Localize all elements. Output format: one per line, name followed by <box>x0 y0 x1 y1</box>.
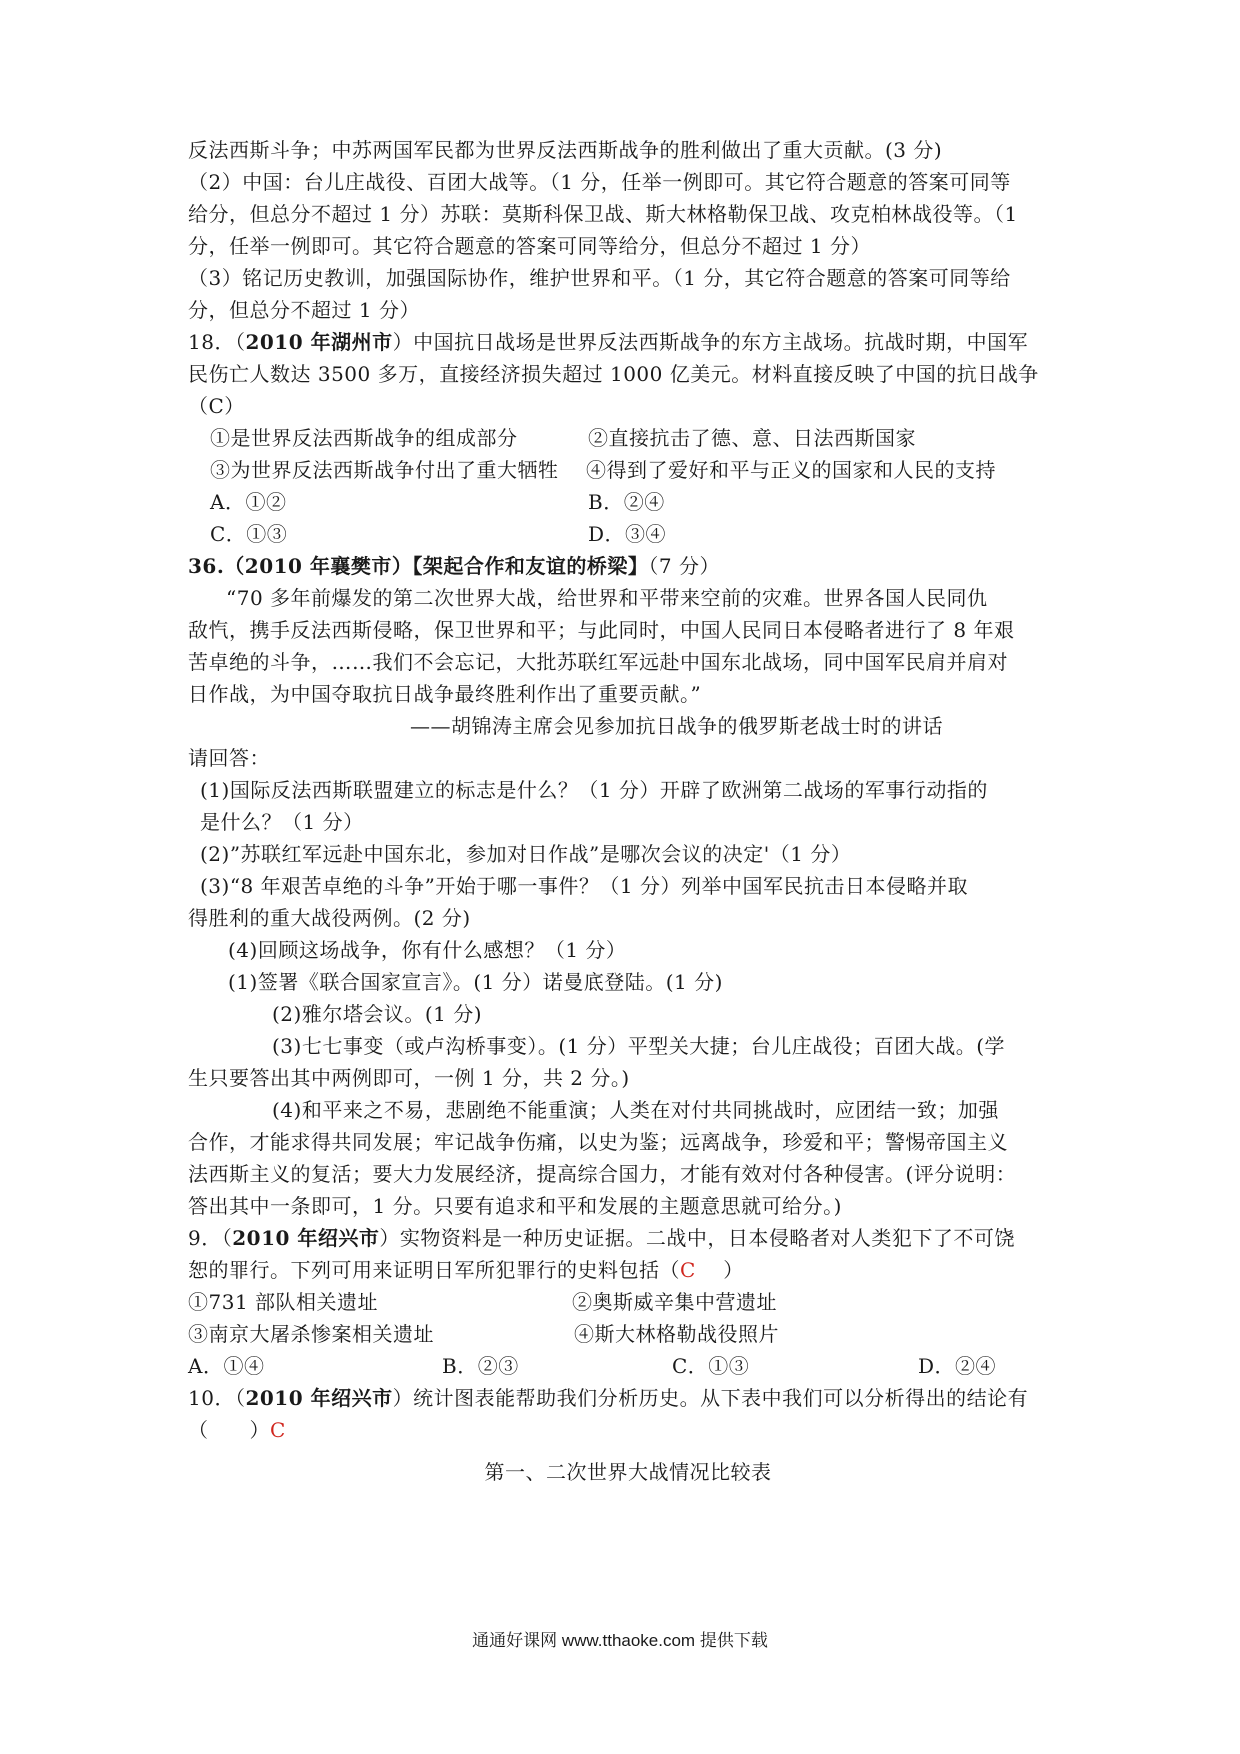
q36-answer: 法西斯主义的复活；要大力发展经济，提高综合国力，才能有效对付各种侵害。(评分说明： <box>188 1162 1017 1186</box>
q9-option: ②奥斯威辛集中营遗址 <box>572 1290 777 1314</box>
q9-source: 2010 年绍兴市 <box>232 1226 380 1250</box>
q36-quote: 日作战，为中国夺取抗日战争最终胜利作出了重要贡献。” <box>188 682 702 706</box>
q10-paren: （ ） <box>188 1418 270 1442</box>
q36-header: 36.（2010 年襄樊市）【架起合作和友谊的桥梁】 <box>188 554 649 578</box>
q36-answer: (3)七七事变（或卢沟桥事变）。(1 分）平型关大捷；台儿庄战役；百团大战。(学 <box>272 1034 1006 1058</box>
q9-choice-b: B．②③ <box>442 1354 519 1378</box>
text-line: （2）中国：台儿庄战役、百团大战等。（1 分，任举一例即可。其它符合题意的答案可同等 <box>188 170 1011 194</box>
text-line: 分，但总分不超过 1 分） <box>188 298 420 322</box>
q36-answer: (2)雅尔塔会议。(1 分) <box>272 1002 483 1026</box>
q10-stem: ）统计图表能帮助我们分析历史。从下表中我们可以分析得出的结论有 <box>392 1386 1029 1410</box>
q36-header-line <box>188 550 1068 582</box>
q18-option: ③为世界反法西斯战争付出了重大牺牲 <box>210 458 559 482</box>
q36-answer: 生只要答出其中两例即可，一例 1 分，共 2 分。) <box>188 1066 630 1090</box>
q18-option: ②直接抗击了德、意、日法西斯国家 <box>588 426 916 450</box>
q36-subquestion: (2)”苏联红军远赴中国东北，参加对日作战”是哪次会议的决定'（1 分） <box>200 842 852 866</box>
q10-source: 2010 年绍兴市 <box>245 1386 393 1410</box>
q9-stem: 恕的罪行。下列可用来证明日军所犯罪行的史料包括（ <box>188 1258 680 1282</box>
q18-stem-line <box>188 326 1068 358</box>
q18-option: ①是世界反法西斯战争的组成部分 <box>210 426 518 450</box>
q18-option: ④得到了爱好和平与正义的国家和人民的支持 <box>586 458 996 482</box>
q10-answer-line <box>188 1414 1068 1446</box>
q18-choice-c: C．①③ <box>210 522 288 546</box>
q36-quote: “70 多年前爆发的第二次世界大战，给世界和平带来空前的灾难。世界各国人民同仇 <box>226 586 988 610</box>
q18-choice-a: A．①② <box>210 490 287 514</box>
q36-attribution: ——胡锦涛主席会见参加抗日战争的俄罗斯老战士时的讲话 <box>410 714 943 738</box>
q10-answer: C <box>270 1418 286 1442</box>
text-line: 分，任举一例即可。其它符合题意的答案可同等给分，但总分不超过 1 分） <box>188 234 871 258</box>
text-line: （3）铭记历史教训，加强国际协作，维护世界和平。（1 分，其它符合题意的答案可同等给 <box>188 266 1011 290</box>
q18-stem: ）中国抗日战场是世界反法西斯战争的东方主战场。抗战时期，中国军 <box>392 330 1029 354</box>
q9-stem: ）实物资料是一种历史证据。二战中，日本侵略者对人类犯下了不可饶 <box>379 1226 1015 1250</box>
q9-number: 9．（ <box>188 1226 233 1250</box>
q36-answer: 答出其中一条即可，1 分。只要有追求和平和发展的主题意思就可给分。) <box>188 1194 842 1218</box>
q9-close-paren: ） <box>723 1258 744 1282</box>
q18-stem-line: 民伤亡人数达 3500 多万，直接经济损失超过 1000 亿美元。材料直接反映了中国的抗日战争 <box>188 362 1039 386</box>
q9-option: ③南京大屠杀惨案相关遗址 <box>188 1322 434 1346</box>
q9-stem-line <box>188 1254 1068 1286</box>
text-line: 反法西斯斗争；中苏两国军民都为世界反法西斯战争的胜利做出了重大贡献。(3 分) <box>188 138 943 162</box>
q18-source: 2010 年湖州市 <box>245 330 393 354</box>
q18-number: 18．（ <box>188 330 246 354</box>
q9-choice-d: D．②④ <box>918 1354 997 1378</box>
footer-download-note: 通通好课网 www.tthaoke.com 提供下载 <box>472 1631 768 1650</box>
q9-option: ④斯大林格勒战役照片 <box>574 1322 779 1346</box>
q36-subquestion: (3)“8 年艰苦卓绝的斗争”开始于哪一事件？（1 分）列举中国军民抗击日本侵略并取 <box>200 874 968 898</box>
q18-choice-d: D．③④ <box>588 522 667 546</box>
q36-answer: (1)签署《联合国家宣言》。(1 分）诺曼底登陆。(1 分) <box>228 970 723 994</box>
q10-table-title: 第一、二次世界大战情况比较表 <box>484 1460 772 1484</box>
q10-stem-line <box>188 1382 1068 1414</box>
q36-subquestion: (1)国际反法西斯联盟建立的标志是什么？（1 分）开辟了欧洲第二战场的军事行动指的 <box>200 778 988 802</box>
q36-answer: 合作，才能求得共同发展；牢记战争伤痛，以史为鉴；远离战争，珍爱和平；警惕帝国主义 <box>188 1130 1008 1154</box>
q36-prompt: 请回答： <box>188 746 270 770</box>
q36-subquestion: (4)回顾这场战争，你有什么感想？（1 分） <box>228 938 627 962</box>
q18-choice-b: B．②④ <box>588 490 665 514</box>
q36-subquestion: 是什么？（1 分） <box>200 810 364 834</box>
q9-answer: C <box>680 1258 696 1282</box>
text-line: 给分，但总分不超过 1 分）苏联：莫斯科保卫战、斯大林格勒保卫战、攻克柏林战役等。（1 <box>188 202 1018 226</box>
q9-choice-a: A．①④ <box>188 1354 265 1378</box>
q9-stem-line <box>188 1222 1068 1254</box>
q36-subquestion: 得胜利的重大战役两例。(2 分) <box>188 906 471 930</box>
q36-quote: 敌忾，携手反法西斯侵略，保卫世界和平；与此同时，中国人民同日本侵略者进行了 8 年艰 <box>188 618 1015 642</box>
q36-score: （7 分） <box>648 554 721 578</box>
q9-choice-c: C．①③ <box>672 1354 750 1378</box>
q18-answer: （C） <box>188 394 245 418</box>
q36-answer: (4)和平来之不易，悲剧绝不能重演；人类在对付共同挑战时，应团结一致；加强 <box>272 1098 999 1122</box>
q10-number: 10．（ <box>188 1386 246 1410</box>
q9-option: ①731 部队相关遗址 <box>188 1290 379 1314</box>
q36-quote: 苦卓绝的斗争，……我们不会忘记，大批苏联红军远赴中国东北战场，同中国军民肩并肩对 <box>188 650 1008 674</box>
